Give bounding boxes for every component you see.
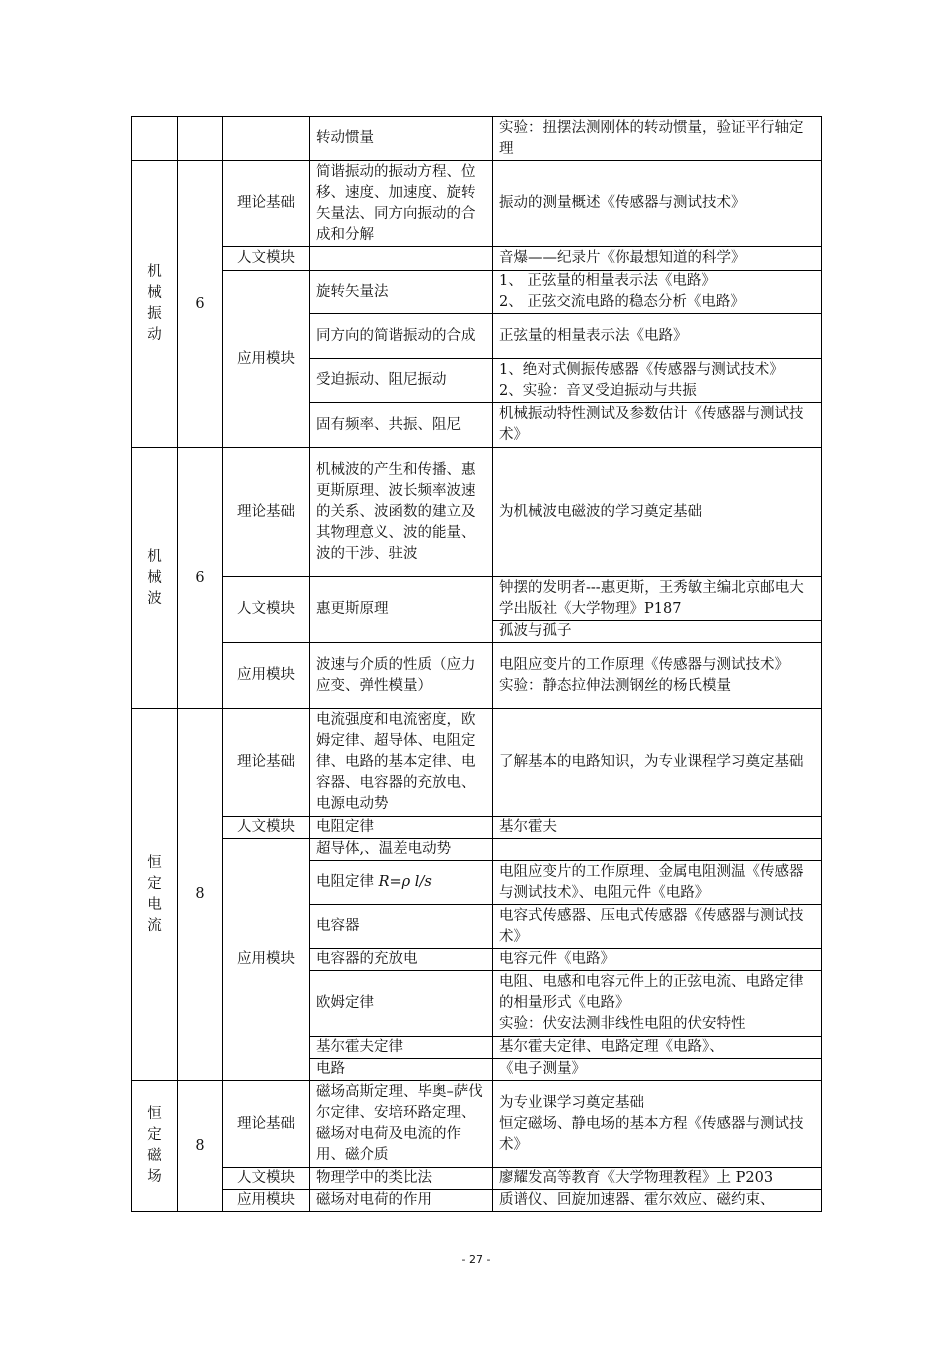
topic-cell: 磁场对电荷的作用 [310, 1190, 493, 1212]
table-row [132, 271, 822, 314]
chapter-name: 恒定电流 [147, 854, 162, 934]
topic-cell: 机械波的产生和传播、惠更斯原理、波长频率波速的关系、波函数的建立及其物理意义、波的能量、波的干涉、驻波 [310, 448, 493, 577]
application-cell [493, 971, 822, 1037]
application-line: 2、实验：音叉受迫振动与共振 [499, 382, 697, 399]
topic-cell [310, 861, 493, 905]
table-row [132, 643, 822, 709]
application-line: 实验：伏安法测非线性电阻的伏安特性 [499, 1016, 746, 1032]
module-cell: 理论基础 [223, 161, 310, 247]
application-cell [493, 643, 822, 709]
chapter-cell [132, 709, 178, 1081]
application-line: 为专业课学习奠定基础 [499, 1094, 644, 1111]
chapter-cell [132, 161, 178, 448]
application-cell: 为机械波电磁波的学习奠定基础 [493, 448, 822, 577]
table-row [132, 1190, 822, 1212]
table-row [132, 817, 822, 839]
module-cell: 应用模块 [223, 1190, 310, 1212]
application-cell: 振动的测量概述《传感器与测试技术》 [493, 161, 822, 247]
application-cell: 基尔霍夫 [493, 817, 822, 839]
application-line: 1、绝对式侧振传感器《传感器与测试技术》 [499, 361, 784, 378]
module-cell: 人文模块 [223, 1168, 310, 1190]
application-cell: 音爆——纪录片《你最想知道的科学》 [493, 247, 822, 271]
application-line: 电阻应变片的工作原理《传感器与测试技术》 [499, 656, 789, 673]
application-cell: 正弦量的相量表示法《电路》 [493, 314, 822, 359]
topic-cell: 固有频率、共振、阻尼 [310, 403, 493, 448]
application-cell: 钟摆的发明者---惠更斯，王秀敏主编北京邮电大学出版社《大学物理》P187 [493, 577, 822, 621]
topic-cell [310, 247, 493, 271]
table-cell [178, 117, 223, 161]
topic-cell: 受迫振动、阻尼振动 [310, 359, 493, 403]
application-cell: 质谱仪、回旋加速器、霍尔效应、磁约束、 [493, 1190, 822, 1212]
chapter-name: 恒定磁场 [147, 1106, 162, 1185]
topic-cell: 物理学中的类比法 [310, 1168, 493, 1190]
application-cell [493, 271, 822, 314]
topic-cell: 基尔霍夫定律 [310, 1037, 493, 1059]
table-row [132, 247, 822, 271]
table-row [132, 1168, 822, 1190]
hours-cell: 6 [178, 448, 223, 709]
application-line: 1、 正弦量的相量表示法《电路》 [499, 273, 716, 289]
application-cell: 了解基本的电路知识，为专业课程学习奠定基础 [493, 709, 822, 817]
table-cell [223, 117, 310, 161]
application-cell [493, 839, 822, 861]
module-cell: 人文模块 [223, 247, 310, 271]
table-row [132, 1081, 822, 1168]
table-row [132, 448, 822, 577]
topic-cell: 电容器的充放电 [310, 949, 493, 971]
application-cell [493, 1081, 822, 1168]
topic-cell: 波速与介质的性质（应力应变、弹性模量） [310, 643, 493, 709]
application-cell: 电容元件《电路》 [493, 949, 822, 971]
application-line: 2、 正弦交流电路的稳态分析《电路》 [499, 294, 745, 310]
application-cell [493, 359, 822, 403]
hours-cell: 6 [178, 161, 223, 448]
table-cell [132, 117, 178, 161]
topic-cell: 简谐振动的振动方程、位移、速度、加速度、旋转矢量法、同方向振动的合成和分解 [310, 161, 493, 247]
table-row [132, 839, 822, 861]
module-cell: 人文模块 [223, 577, 310, 643]
topic-cell: 旋转矢量法 [310, 271, 493, 314]
module-cell: 理论基础 [223, 448, 310, 577]
application-cell: 孤波与孤子 [493, 621, 822, 643]
topic-text: 电阻定律 [316, 874, 379, 890]
module-cell: 人文模块 [223, 817, 310, 839]
chapter-name: 机械波 [147, 548, 162, 607]
topic-cell: 欧姆定律 [310, 971, 493, 1037]
application-cell: 实验：扭摆法测刚体的转动惯量，验证平行轴定理 [493, 117, 822, 161]
hours-cell: 8 [178, 1081, 223, 1212]
topic-cell: 同方向的简谐振动的合成 [310, 314, 493, 359]
module-cell: 应用模块 [223, 839, 310, 1081]
application-cell: 电容式传感器、压电式传感器《传感器与测试技术》 [493, 905, 822, 949]
topic-cell: 电阻定律 [310, 817, 493, 839]
module-cell: 理论基础 [223, 1081, 310, 1168]
topic-cell: 转动惯量 [310, 117, 493, 161]
module-cell: 应用模块 [223, 643, 310, 709]
chapter-cell [132, 448, 178, 709]
formula: R=ρ l/s [378, 874, 432, 890]
topic-cell: 电流强度和电流密度，欧姆定律、超导体、电阻定律、电路的基本定律、电容器、电容器的充放电、电源电动势 [310, 709, 493, 817]
application-cell: 《电子测量》 [493, 1059, 822, 1081]
application-line: 实验：静态拉伸法测钢丝的杨氏模量 [499, 677, 731, 694]
topic-cell: 超导体,、温差电动势 [310, 839, 493, 861]
table-row [132, 709, 822, 817]
page-number: - 27 - [461, 1253, 491, 1266]
application-cell: 机械振动特性测试及参数估计《传感器与测试技术》 [493, 403, 822, 448]
application-line: 恒定磁场、静电场的基本方程《传感器与测试技术》 [499, 1115, 804, 1153]
table-row [132, 577, 822, 621]
topic-cell: 电容器 [310, 905, 493, 949]
application-cell: 廖耀发高等教育《大学物理教程》上 P203 [493, 1168, 822, 1190]
chapter-name: 机械振动 [147, 264, 162, 343]
application-line: 电阻、电感和电容元件上的正弦电流、电路定律的相量形式《电路》 [499, 974, 804, 1011]
topic-cell: 惠更斯原理 [310, 577, 493, 643]
table-row [132, 117, 822, 161]
table-row [132, 161, 822, 247]
application-cell: 电阻应变片的工作原理、金属电阻测温《传感器与测试技术》、电阻元件《电路》 [493, 861, 822, 905]
hours-cell: 8 [178, 709, 223, 1081]
course-content-table [131, 116, 822, 1212]
topic-cell: 电路 [310, 1059, 493, 1081]
module-cell: 理论基础 [223, 709, 310, 817]
topic-cell: 磁场高斯定理、毕奥–萨伐尔定律、安培环路定理、磁场对电荷及电流的作用、磁介质 [310, 1081, 493, 1168]
module-cell: 应用模块 [223, 271, 310, 448]
chapter-cell [132, 1081, 178, 1212]
application-cell: 基尔霍夫定律、电路定理《电路》、 [493, 1037, 822, 1059]
